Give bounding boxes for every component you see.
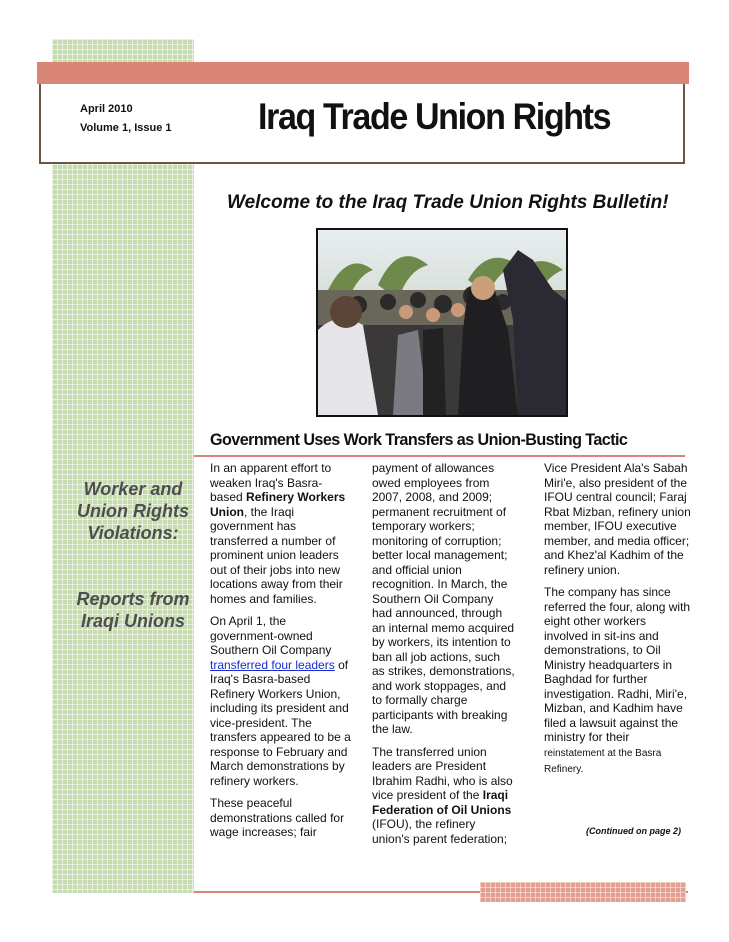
sidebar-heading-reports: Reports from Iraqi Unions [76,589,190,631]
issue-volume: Volume 1, Issue 1 [80,122,172,134]
welcome-heading: Welcome to the Iraq Trade Union Rights Bulletin! [227,192,669,213]
protest-photo [316,228,568,417]
sidebar-heading-violations: Worker and Union Rights Violations: [77,479,189,543]
article-headline: Government Uses Work Transfers as Union-Busting Tactic [210,430,628,449]
sidebar-pattern [52,39,194,893]
article-column-1: In an apparent effort to weaken Iraq's Basra-based Refinery Workers Union, the Iraqi government has transferred a number of prominent union leaders out of their jobs into new locations away from their homes and families. On April 1, the government-owned Southern Oil Company transferred four leaders of Iraq's Basra-based Refinery Workers Union, including its president and vice-president. The transfers appeared to be a response to February and March demonstrations by refinery workers. These peaceful demonstrations called for wage increases; fair [210,461,351,839]
footer-pattern [480,882,686,902]
masthead-title: Iraq Trade Union Rights [258,96,611,137]
header-accent-bar [37,62,689,84]
article-column-3: Vice President Ala's Sabah Miri'e, also president of the IFOU central council; Faraj Rbat Mizban, refinery union member, IFOU executive member, and media officer; and Khez'al Kadhim of the refinery union. The company has since referred the four, along with eight other workers involved in sit-ins and demonstrations, to Oil Ministry headquarters in Baghdad for further investigation. Radhi, Miri'e, Mizban, and Kadhim have filed a lawsuit against the ministry for their reinstatement at the Basra Refinery. [544,461,691,775]
headline-rule [194,455,685,457]
continued-note: (Continued on page 2) [586,826,681,836]
issue-date: April 2010 [80,103,133,115]
article-column-2: payment of allowances owed employees from 2007, 2008, and 2009; permanent recruitment of temporary workers; monitoring of corruption; better local management; and official union recognition. In March, the Southern Oil Company had announced, through an internal memo acquired by workers, its intention to ban all job actions, such as strikes, demonstrations, and work stoppages, and to formally charge participants with breaking the law. The transferred union leaders are President Ibrahim Radhi, who is also vice president of the Iraqi Federation of Oil Unions (IFOU), the refinery union's parent federation; [372,461,515,846]
transferred-four-leaders-link[interactable]: transferred four leaders [210,657,335,672]
